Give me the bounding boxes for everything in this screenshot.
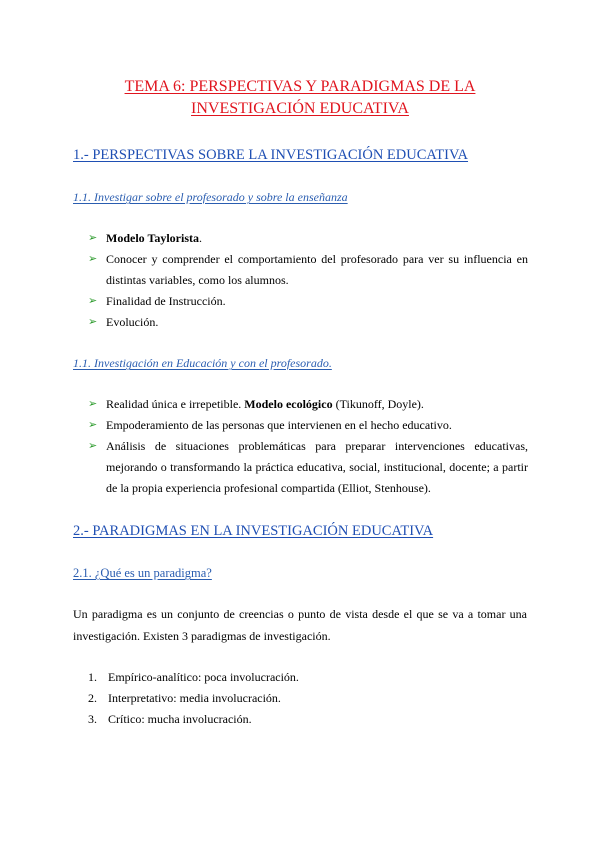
list-item-text: Finalidad de Instrucción.	[106, 294, 226, 308]
page-title-line-2: INVESTIGACIÓN EDUCATIVA	[191, 100, 409, 117]
list-item-text: (Tikunoff, Doyle).	[332, 397, 424, 411]
list-item	[88, 688, 518, 709]
arrow-right-icon: ➢	[88, 253, 98, 265]
list-item	[88, 228, 528, 249]
list-item	[88, 312, 528, 333]
list-item	[88, 291, 528, 312]
list-item-bold: Modelo ecológico	[244, 397, 333, 411]
subsection-2-1-paragraph: Un paradigma es un conjunto de creencias o punto de vista desde el que se va a tomar una investigación. Existen 3 paradigmas de investigación.	[73, 607, 527, 643]
arrow-right-icon: ➢	[88, 440, 98, 452]
subsection-1-1-list	[88, 228, 528, 333]
list-item-text: Interpretativo: media involucración.	[108, 691, 281, 705]
list-item	[88, 667, 518, 688]
list-item-number: 2.	[88, 691, 97, 705]
list-item-number: 1.	[88, 670, 97, 684]
paradigms-list	[88, 667, 518, 730]
list-item-text: Empírico-analítico: poca involucración.	[108, 670, 299, 684]
list-item-number: 3.	[88, 712, 97, 726]
list-item	[88, 709, 518, 730]
list-item	[88, 436, 528, 499]
subsection-1-1-heading: 1.1. Investigar sobre el profesorado y sobre la enseñanza	[73, 190, 348, 204]
subsection-1-2-list	[88, 394, 528, 499]
section-2-heading: 2.- PARADIGMAS EN LA INVESTIGACIÓN EDUCATIVA	[73, 523, 434, 539]
page-title-line-1: TEMA 6: PERSPECTIVAS Y PARADIGMAS DE LA	[124, 78, 476, 95]
arrow-right-icon: ➢	[88, 232, 98, 244]
list-item-bold: Modelo Taylorista	[106, 231, 200, 245]
subsection-1-2-heading: 1.1. Investigación en Educación y con el profesorado.	[73, 356, 332, 370]
arrow-right-icon: ➢	[88, 419, 98, 431]
list-item-text: Crítico: mucha involucración.	[108, 712, 252, 726]
list-item	[88, 249, 528, 291]
list-item	[88, 394, 528, 415]
subsection-2-1-heading: 2.1. ¿Qué es un paradigma?	[73, 566, 212, 580]
list-item	[88, 415, 528, 436]
list-item-text: Conocer y comprender el comportamiento del profesorado para ver su influencia en distintas variables, como los alumnos.	[106, 252, 528, 287]
section-1-heading: 1.- PERSPECTIVAS SOBRE LA INVESTIGACIÓN EDUCATIVA	[73, 147, 469, 163]
list-item-text: Realidad única e irrepetible.	[106, 397, 245, 411]
list-item-text: Empoderamiento de las personas que intervienen en el hecho educativo.	[106, 418, 452, 432]
arrow-right-icon: ➢	[88, 398, 98, 410]
list-item-text: Evolución.	[106, 315, 159, 329]
arrow-right-icon: ➢	[88, 316, 98, 328]
list-item-text: Análisis de situaciones problemáticas para preparar intervenciones educativas, mejorando o transformando la práctica educativa, social, institucional, docente; a partir de la propia experiencia profesional compartida (Elliot, Stenhouse).	[106, 439, 528, 495]
list-item-text: .	[199, 231, 203, 245]
arrow-right-icon: ➢	[88, 295, 98, 307]
